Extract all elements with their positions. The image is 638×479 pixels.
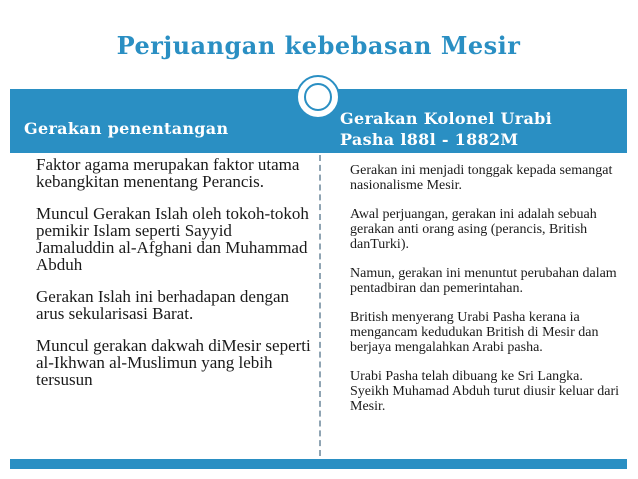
right-column-header: Gerakan Kolonel Urabi Pasha l88l - 1882M [340,109,553,149]
list-item [328,163,620,193]
list-item [16,205,312,273]
list-item-text: Muncul Gerakan Islah oleh tokoh-tokoh pemikir Islam seperti Sayyid Jamaluddin al-Afghani dan Muhammad Abduh [36,204,309,274]
list-item [328,266,620,296]
slide-title: Perjuangan kebebasan Mesir [116,31,521,60]
list-item-text: Gerakan ini menjadi tonggak kepada semangat nasionalisme Mesir. [350,163,613,193]
right-bullet-list [328,163,620,428]
list-item [328,310,620,355]
left-column-header: Gerakan penentangan [24,119,229,138]
circle-ornament-icon [296,75,340,119]
list-item [328,207,620,252]
left-bullet-list [16,156,312,403]
list-item-text: Awal perjuangan, gerakan ini adalah sebuah gerakan anti orang asing (perancis, British danTurki). [350,207,597,252]
list-item [328,369,620,414]
list-item-text: Muncul gerakan dakwah diMesir seperti al-Ikhwan al-Muslimun yang lebih tersusun [36,336,311,389]
list-item-text: Urabi Pasha telah dibuang ke Sri Langka. Syeikh Muhamad Abduh turut diusir keluar dari Mesir. [350,369,620,414]
list-item-text: Namun, gerakan ini menuntut perubahan dalam pentadbiran dan pemerintahan. [350,266,617,296]
list-item-text: Gerakan Islah ini berhadapan dengan arus sekularisasi Barat. [36,287,289,323]
bottom-bar [10,459,627,469]
inner-circle-icon [304,83,332,111]
column-divider [319,155,321,456]
list-item [16,156,312,190]
list-item [16,337,312,388]
list-item [16,288,312,322]
slide [10,9,627,469]
list-item-text: Faktor agama merupakan faktor utama kebangkitan menentang Perancis. [36,155,300,191]
list-item-text: British menyerang Urabi Pasha kerana ia mengancam kedudukan British di Mesir dan berjaya mengalahkan Arabi pasha. [350,310,599,355]
